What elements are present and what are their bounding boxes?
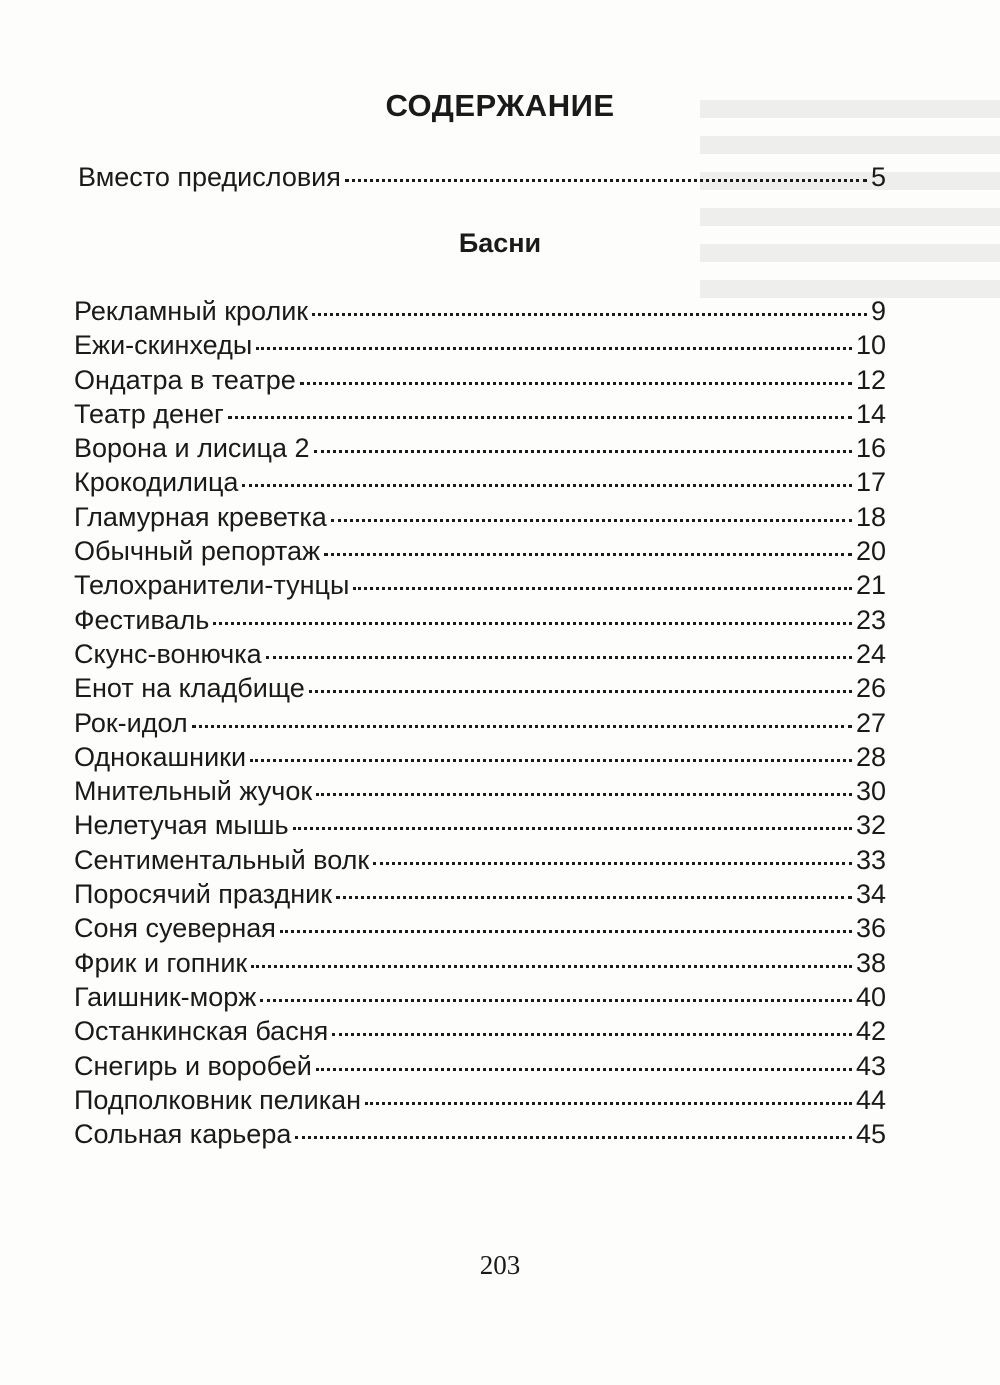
toc-entry-title: Телохранители-тунцы bbox=[74, 570, 350, 601]
dot-leader bbox=[365, 1102, 852, 1105]
toc-entry-page: 18 bbox=[855, 501, 886, 532]
toc-entry-title: Рок-идол bbox=[74, 707, 188, 738]
dot-leader bbox=[242, 484, 852, 487]
dot-leader bbox=[251, 965, 852, 968]
toc-entry-page: 44 bbox=[855, 1084, 886, 1115]
dot-leader bbox=[314, 450, 852, 453]
toc-entry bbox=[74, 500, 886, 534]
section-heading: Басни bbox=[458, 228, 542, 258]
toc-entry-page: 43 bbox=[855, 1050, 886, 1081]
toc-entry-page: 16 bbox=[855, 433, 886, 464]
toc-entry bbox=[74, 363, 886, 397]
toc-entry bbox=[74, 397, 886, 431]
toc-entry-page: 20 bbox=[855, 536, 886, 567]
dot-leader bbox=[353, 587, 852, 590]
toc-entry-title: Ежи-скинхеды bbox=[74, 330, 253, 361]
toc-entry-title: Фестиваль bbox=[74, 604, 210, 635]
dot-leader bbox=[280, 930, 852, 933]
toc-entry bbox=[74, 1117, 886, 1151]
toc-entry bbox=[74, 568, 886, 602]
toc-entry-title: Ворона и лисица 2 bbox=[74, 433, 310, 464]
toc-entry-page: 40 bbox=[855, 981, 886, 1012]
toc-entry-page: 17 bbox=[855, 467, 886, 498]
toc-entry bbox=[74, 911, 886, 945]
toc-entry-title: Обычный репортаж bbox=[74, 536, 321, 567]
toc-entry-intro bbox=[78, 160, 886, 194]
dot-leader bbox=[336, 896, 852, 899]
toc-entry bbox=[74, 637, 886, 671]
dot-leader bbox=[260, 999, 852, 1002]
dot-leader bbox=[256, 347, 852, 350]
toc-entry-title: Фрик и гопник bbox=[74, 947, 248, 978]
toc-entry-title: Сентиментальный волк bbox=[74, 844, 370, 875]
toc-entry-title: Гаишник-морж bbox=[74, 981, 257, 1012]
dot-leader bbox=[250, 759, 852, 762]
toc-entry-page: 33 bbox=[855, 844, 886, 875]
toc-entry-page: 26 bbox=[855, 673, 886, 704]
toc-entry bbox=[74, 1049, 886, 1083]
toc-entry-page: 34 bbox=[855, 879, 886, 910]
toc-entry bbox=[74, 534, 886, 568]
toc-entry-page: 30 bbox=[855, 776, 886, 807]
dot-leader bbox=[309, 690, 852, 693]
toc-entry bbox=[74, 808, 886, 842]
toc-entry-page: 28 bbox=[855, 741, 886, 772]
toc-entry bbox=[74, 294, 886, 328]
dot-leader bbox=[192, 725, 852, 728]
toc-entry-title: Ондатра в театре bbox=[74, 364, 296, 395]
dot-leader bbox=[324, 553, 852, 556]
toc-entry-title: Однокашники bbox=[74, 741, 247, 772]
dot-leader bbox=[345, 179, 867, 182]
toc-entry bbox=[74, 877, 886, 911]
dot-leader bbox=[228, 416, 852, 419]
toc-entry-title: Подполковник пеликан bbox=[74, 1084, 362, 1115]
page-title: СОДЕРЖАНИЕ bbox=[385, 88, 615, 123]
toc-entry bbox=[74, 740, 886, 774]
toc-entry bbox=[74, 1083, 886, 1117]
toc-entry-page: 5 bbox=[870, 162, 886, 192]
toc-entry-page: 9 bbox=[870, 296, 886, 326]
toc-entry-title: Скунс-вонючка bbox=[74, 638, 262, 669]
toc-entry-page: 14 bbox=[855, 398, 886, 429]
toc-entry-page: 45 bbox=[855, 1119, 886, 1150]
toc-entry-title: Гламурная креветка bbox=[74, 501, 327, 532]
toc-entry-page: 32 bbox=[855, 810, 886, 841]
toc-entry-page: 21 bbox=[855, 570, 886, 601]
dot-leader bbox=[332, 1033, 852, 1036]
toc-list bbox=[74, 294, 886, 1151]
toc-entry bbox=[74, 603, 886, 637]
dot-leader bbox=[331, 519, 852, 522]
toc-entry bbox=[74, 946, 886, 980]
page-number: 203 bbox=[479, 1250, 521, 1280]
dot-leader bbox=[316, 1068, 852, 1071]
dot-leader bbox=[316, 793, 852, 796]
toc-entry-page: 12 bbox=[855, 364, 886, 395]
toc-entry-title: Соня суеверная bbox=[74, 913, 276, 944]
toc-entry-title: Снегирь и воробей bbox=[74, 1050, 312, 1081]
toc-entry bbox=[74, 671, 886, 705]
show-through-text bbox=[700, 100, 1000, 300]
toc-entry-title: Крокодилица bbox=[74, 467, 239, 498]
toc-entry-title: Мнительный жучок bbox=[74, 776, 313, 807]
toc-entry-title: Останкинская басня bbox=[74, 1016, 329, 1047]
dot-leader bbox=[266, 656, 852, 659]
toc-entry bbox=[74, 706, 886, 740]
toc-entry bbox=[74, 774, 886, 808]
toc-entry-page: 24 bbox=[855, 638, 886, 669]
dot-leader bbox=[293, 827, 852, 830]
toc-entry-title: Енот на кладбище bbox=[74, 673, 305, 704]
toc-entry-title: Рекламный кролик bbox=[74, 296, 309, 326]
toc-entry-title: Сольная карьера bbox=[74, 1119, 292, 1150]
toc-entry-page: 23 bbox=[855, 604, 886, 635]
toc-entry bbox=[74, 431, 886, 465]
toc-entry bbox=[74, 980, 886, 1014]
toc-entry-page: 38 bbox=[855, 947, 886, 978]
dot-leader bbox=[295, 1136, 852, 1139]
toc-entry bbox=[74, 328, 886, 362]
toc-entry-page: 36 bbox=[855, 913, 886, 944]
dot-leader bbox=[300, 382, 852, 385]
toc-entry-title: Вместо предисловия bbox=[78, 162, 341, 192]
toc-entry bbox=[74, 843, 886, 877]
toc-entry-page: 10 bbox=[855, 330, 886, 361]
toc-entry-title: Поросячий праздник bbox=[74, 879, 333, 910]
toc-entry bbox=[74, 465, 886, 499]
dot-leader bbox=[312, 313, 867, 316]
toc-entry bbox=[74, 1014, 886, 1048]
toc-entry-page: 42 bbox=[855, 1016, 886, 1047]
toc-entry-title: Театр денег bbox=[74, 398, 224, 429]
dot-leader bbox=[373, 862, 852, 865]
toc-entry-page: 27 bbox=[855, 707, 886, 738]
dot-leader bbox=[213, 622, 852, 625]
toc-entry-title: Нелетучая мышь bbox=[74, 810, 289, 841]
